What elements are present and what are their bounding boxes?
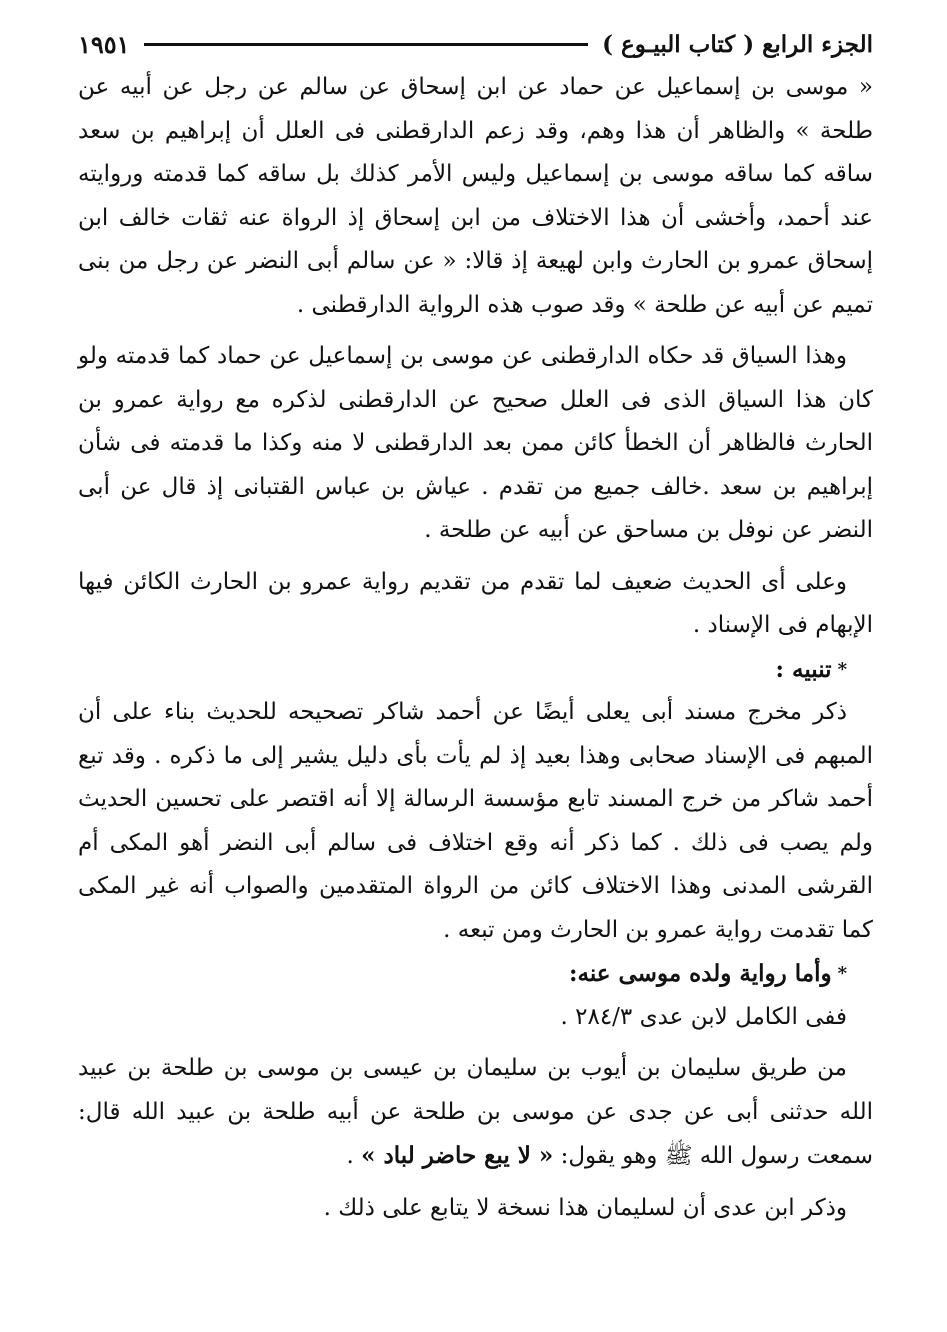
header-rule <box>144 43 589 46</box>
page-body <box>78 66 873 1230</box>
section-heading-musa <box>78 952 873 996</box>
heading-musa-text: وأما رواية ولده موسى عنه: <box>569 960 832 987</box>
page-number: ١٩٥١ <box>78 29 130 59</box>
document-page <box>78 22 873 1302</box>
paragraph-5-end: . <box>346 1143 362 1169</box>
paragraph-5 <box>78 1047 873 1179</box>
section-heading-notice <box>78 648 873 692</box>
paragraph-5-text: من طريق سليمان بن أيوب بن سليمان بن عيسى بن موسى بن طلحة بن عبيد الله حدثنى أبى عن جدى عن موسى بن طلحة عن أبيه طلحة بن عبيد الله قال: سمعت رسول الله ﷺ وهو يقول: <box>78 1055 873 1169</box>
running-header <box>78 22 873 66</box>
header-title: الجزء الرابع ( كتاب البيـوع ) <box>602 30 873 58</box>
paragraph-1: « موسى بن إسماعيل عن حماد عن ابن إسحاق عن سالم عن رجل عن أبيه عن طلحة » والظاهر أن هذا وهم، وقد زعم الدارقطنى فى العلل أن إبراهيم بن سعد ساقه كما ساقه موسى بن إسماعيل وليس الأمر كذلك بل ساقه كما قدمته وروايته عند أحمد، وأخشى أن هذا الاختلاف من ابن إسحاق إذ الرواة عنه ثقات خالف ابن إسحاق عمرو بن الحارث وابن لهيعة إذ قالا: « عن سالم أبى النضر عن رجل من بنى تميم عن أبيه عن طلحة » وقد صوب هذه الرواية الدارقطنى . <box>78 74 873 318</box>
paragraph-2: وهذا السياق قد حكاه الدارقطنى عن موسى بن إسماعيل عن حماد كما قدمته ولو كان هذا السياق الذى فى العلل صحيح عن الدارقطنى لذكره مع رواية عمرو بن الحارث فالظاهر أن الخطأ كائن ممن بعد الدارقطنى لا منه وكذا ما قدمته فى شأن إبراهيم بن سعد .خالف جميع من تقدم . عياش بن عباس القتبانى إذ قال عن أبى النضر عن نوفل بن مساحق عن أبيه عن طلحة . <box>78 343 873 543</box>
asterisk-star-icon: * <box>837 963 847 984</box>
heading-notice-text: تنبيه : <box>775 655 832 683</box>
source-reference: ففى الكامل لابن عدى ٢٨٤/٣ . <box>560 1003 847 1030</box>
paragraph-6: وذكر ابن عدى أن لسليمان هذا نسخة لا يتابع على ذلك . <box>323 1194 847 1221</box>
paragraph-3: وعلى أى الحديث ضعيف لما تقدم من تقديم رواية عمرو بن الحارث الكائن فيها الإبهام فى الإسناد . <box>78 568 873 638</box>
paragraph-4: ذكر مخرج مسند أبى يعلى أيضًا عن أحمد شاكر تصحيحه للحديث بناء على أن المبهم فى الإسناد صحابى وهذا بعيد إذ لم يأت بأى دليل يشير إلى ما ذكره . وقد تبع أحمد شاكر من خرج المسند تابع مؤسسة الرسالة إلا أنه اقتصر على تحسين الحديث ولم يصب فى ذلك . كما ذكر أنه وقع اختلاف فى سالم أبى النضر أهو المكى أم القرشى المدنى وهذا الاختلاف كائن من الرواة المتقدمين والصواب أنه غير المكى كما تقدمت رواية عمرو بن الحارث ومن تبعه . <box>78 699 873 943</box>
hadith-quote: « لا يبع حاضر لباد » <box>361 1142 554 1169</box>
asterisk-star-icon: * <box>837 658 847 680</box>
